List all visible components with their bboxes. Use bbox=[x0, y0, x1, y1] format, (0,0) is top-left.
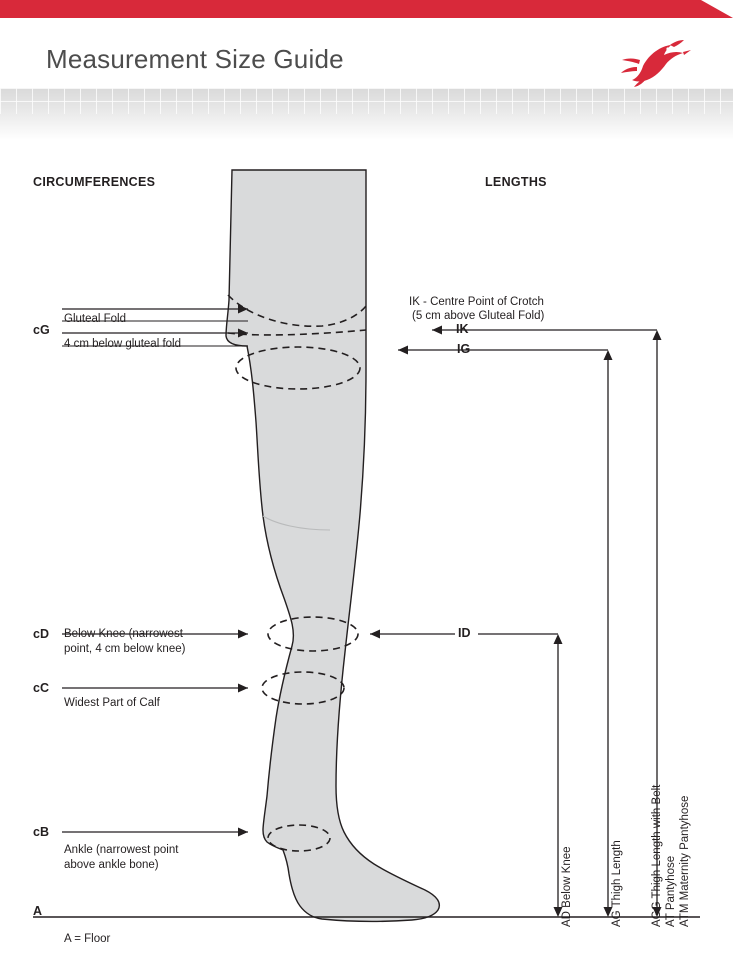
code-IK: IK bbox=[456, 322, 469, 336]
code-cB: cB bbox=[33, 825, 49, 839]
code-A: A bbox=[33, 904, 43, 918]
label-cD-line1: Below Knee (narrowest bbox=[64, 628, 183, 640]
leg-silhouette bbox=[226, 170, 439, 921]
vlabel-agg-thigh-length-with-belt: AGG Thigh Length with Belt bbox=[651, 784, 663, 927]
ik-note-line1: IK - Centre Point of Crotch bbox=[409, 296, 544, 308]
header-texture-strip bbox=[0, 88, 733, 140]
floor-note: A = Floor bbox=[64, 933, 111, 945]
code-cC: cC bbox=[33, 681, 49, 695]
vlabel-at-pantyhose: AT Pantyhose bbox=[665, 855, 677, 927]
label-cB-line1: Ankle (narrowest point bbox=[64, 844, 179, 856]
circumference-arrows bbox=[62, 305, 248, 837]
length-arrows bbox=[370, 326, 657, 639]
circumferences-heading: CIRCUMFERENCES bbox=[33, 175, 156, 189]
code-cD: cD bbox=[33, 627, 49, 641]
label-cG-line2: 4 cm below gluteal fold bbox=[64, 338, 181, 350]
vertical-dimension-lines bbox=[554, 330, 662, 917]
header-grid-pattern bbox=[0, 88, 733, 114]
code-IG: IG bbox=[457, 342, 471, 356]
lengths-heading: LENGTHS bbox=[485, 175, 547, 189]
stork-bird-logo-icon bbox=[613, 36, 691, 90]
label-cG-line1: Gluteal Fold bbox=[64, 313, 127, 325]
page-title: Measurement Size Guide bbox=[46, 44, 344, 74]
vlabel-ad-below-knee: AD Below Knee bbox=[561, 846, 573, 927]
top-bar-corner-notch bbox=[701, 0, 733, 18]
leg-measurement-diagram bbox=[0, 140, 733, 967]
code-cG: cG bbox=[33, 323, 50, 337]
ik-note-line2: (5 cm above Gluteal Fold) bbox=[412, 310, 545, 322]
label-cD-line2: point, 4 cm below knee) bbox=[64, 643, 186, 655]
code-ID: ID bbox=[458, 626, 471, 640]
label-cB-line2: above ankle bone) bbox=[64, 859, 159, 871]
label-cC-line1: Widest Part of Calf bbox=[64, 697, 160, 709]
vlabel-atm-maternity-pantyhose: ATM Maternity Pantyhose bbox=[679, 795, 691, 927]
page-header bbox=[0, 18, 733, 89]
vlabel-ag-thigh-length: AG Thigh Length bbox=[611, 840, 623, 927]
top-accent-bar bbox=[0, 0, 733, 18]
